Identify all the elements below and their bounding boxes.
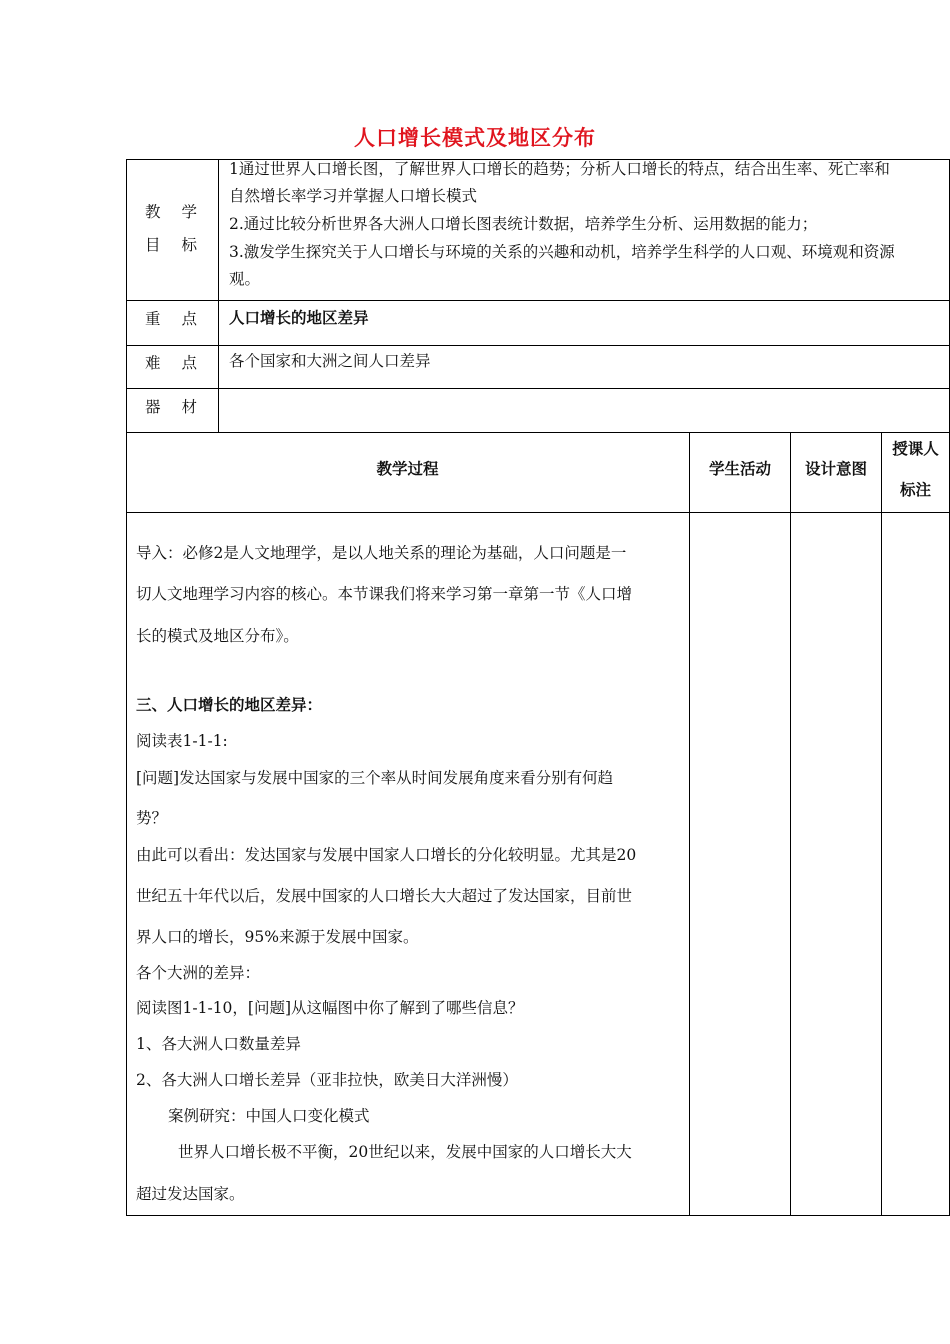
intro-line: 切人文地理学习内容的核心。本节课我们将来学习第一章第一节《人口增	[136, 585, 633, 603]
page-title: 人口增长模式及地区分布	[354, 125, 596, 150]
objective-line: 1通过世界人口增长图，了解世界人口增长的趋势；分析人口增长的特点，结合出生率、死亡率和	[229, 160, 890, 178]
question-line: [问题]发达国家与发展中国家的三个率从时间发展角度来看分别有何趋	[136, 769, 614, 787]
key-point-value: 人口增长的地区差异	[229, 308, 369, 327]
list-item: 2、各大洲人口增长差异（亚非拉快，欧美日大洋洲慢）	[136, 1071, 518, 1089]
section-heading: 三、人口增长的地区差异：	[136, 695, 323, 714]
student-activity-header: 学生活动	[708, 459, 771, 478]
final-line: 超过发达国家。	[136, 1185, 245, 1203]
objectives-label-line1: 教 学	[145, 203, 205, 221]
final-line: 世界人口增长极不平衡，20世纪以来，发展中国家的人口增长大大	[178, 1143, 632, 1161]
teacher-note-header-line2: 标注	[899, 480, 931, 499]
intro-line: 导入：必修2是人文地理学，是以人地关系的理论为基础，人口问题是一	[136, 544, 627, 562]
read-table-line: 阅读表1-1-1:	[136, 732, 228, 750]
materials-label: 器 材	[145, 398, 205, 416]
objective-line: 2.通过比较分析世界各大洲人口增长图表统计数据，培养学生分析、运用数据的能力；	[229, 215, 818, 233]
objective-line: 观。	[229, 270, 261, 288]
teacher-note-header-line1: 授课人	[892, 439, 939, 458]
objective-line: 3.激发学生探究关于人口增长与环境的关系的兴趣和动机，培养学生科学的人口观、环境观和资源	[229, 243, 895, 261]
process-header: 教学过程	[376, 459, 439, 478]
key-point-label: 重 点	[145, 310, 205, 328]
case-study-line: 案例研究：中国人口变化模式	[168, 1107, 370, 1125]
conclusion-line: 世纪五十年代以后，发展中国家的人口增长大大超过了发达国家，目前世	[136, 887, 633, 905]
continents-line: 各个大洲的差异：	[136, 964, 261, 982]
read-figure-line: 阅读图1-1-10，[问题]从这幅图中你了解到了哪些信息？	[136, 999, 524, 1017]
difficulty-value: 各个国家和大洲之间人口差异	[229, 352, 431, 370]
conclusion-line: 由此可以看出：发达国家与发展中国家人口增长的分化较明显。尤其是20	[136, 846, 637, 864]
intro-line: 长的模式及地区分布》。	[136, 627, 299, 645]
conclusion-line: 界人口的增长，95%来源于发展中国家。	[136, 928, 419, 946]
question-line: 势？	[136, 809, 168, 827]
design-intent-header: 设计意图	[804, 459, 867, 478]
difficulty-label: 难 点	[145, 354, 205, 372]
objectives-label-line2: 目 标	[145, 236, 205, 254]
objective-line: 自然增长率学习并掌握人口增长模式	[229, 187, 478, 205]
list-item: 1、各大洲人口数量差异	[136, 1035, 301, 1053]
